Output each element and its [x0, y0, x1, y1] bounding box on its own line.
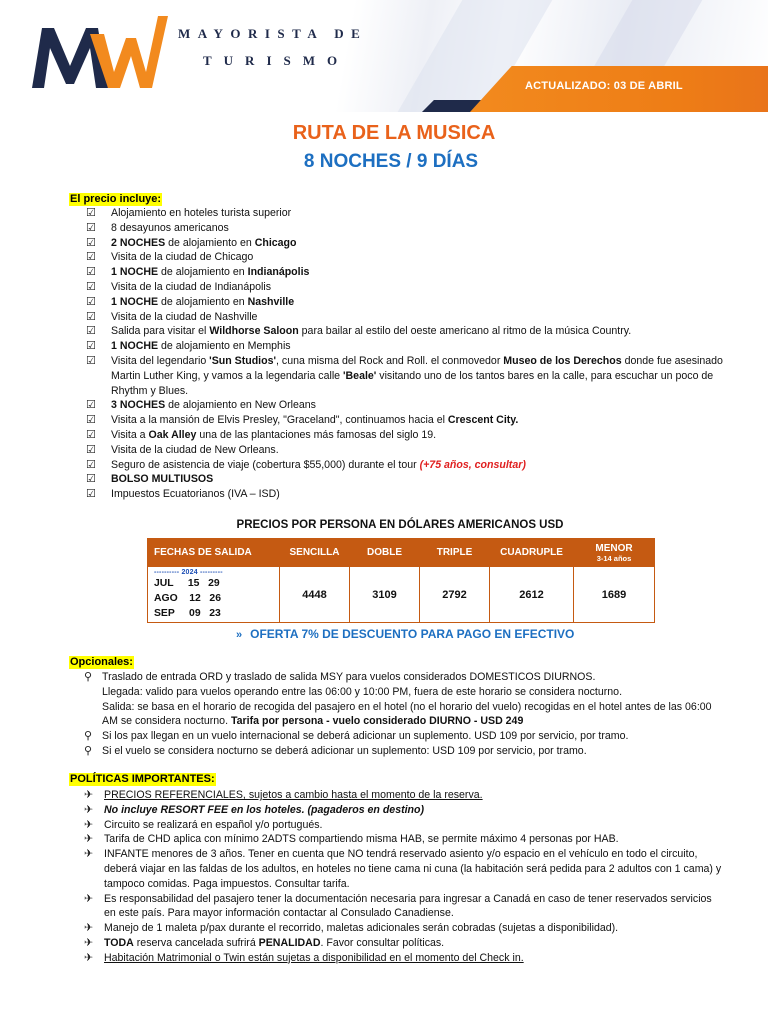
page-title: RUTA DE LA MUSICA: [292, 122, 496, 144]
date-row: SEP 09 23: [154, 608, 221, 619]
airplane-icon: ✈: [84, 833, 94, 846]
checkbox-checked-icon: ☑: [86, 310, 96, 323]
column-subheader: 3-14 años: [596, 553, 632, 563]
checkbox-checked-icon: ☑: [86, 221, 96, 234]
date-row: AGO 12 26: [154, 593, 221, 604]
optionals-label: Opcionales:: [70, 656, 133, 668]
year-label: ---------- 2024 ---------: [154, 569, 223, 576]
checkbox-checked-icon: ☑: [86, 266, 96, 279]
list-item: ☑ Visita de la ciudad de New Orleans.: [86, 443, 279, 456]
list-item: ☑ Visita a Oak Alley una de las plantaciones más famosas del siglo 19.: [86, 428, 437, 441]
list-item: ✈ Habitación Matrimonial o Twin están sujetas a disponibilidad en el momento del Check in.: [84, 951, 524, 964]
list-item: ✈ Es responsabilidad del pasajero tener la documentación necesaria para ingresar a Canadá en caso de tener reservados servicios en este país. Para mayor información contactar al Consulado Canadiense.: [84, 892, 712, 920]
list-item: ☑ 1 NOCHE de alojamiento en Memphis: [86, 340, 291, 353]
list-item: ☑ Visita de la ciudad de Chicago: [86, 251, 254, 264]
checkbox-checked-icon: ☑: [86, 295, 96, 308]
date-row: JUL 15 29: [154, 578, 220, 589]
list-item: ☑ 2 NOCHES de alojamiento en Chicago: [86, 236, 297, 249]
column-header: MENOR: [595, 542, 633, 554]
list-item: ☑ 8 desayunos americanos: [86, 221, 229, 234]
page-subtitle: 8 NOCHES / 9 DÍAS: [303, 151, 479, 172]
updated-date: ACTUALIZADO: 03 DE ABRIL: [525, 80, 683, 92]
includes-label: El precio incluye:: [70, 193, 162, 205]
list-item: ☑ Seguro de asistencia de viaje (cobertura $55,000) durante el tour (+75 años, consultar): [86, 458, 526, 471]
checkbox-checked-icon: ☑: [86, 325, 96, 338]
pushpin-icon: ⚲: [84, 671, 93, 683]
list-item: ☑ BOLSO MULTIUSOS: [86, 473, 214, 486]
policies-list: [84, 788, 724, 966]
list-item: ✈ TODA reserva cancelada sufrirá PENALIDAD. Favor consultar políticas.: [84, 936, 445, 949]
offer-text: OFERTA 7% DE DESCUENTO PARA PAGO EN EFECTIVO: [250, 627, 575, 641]
policies-label: POLÍTICAS IMPORTANTES:: [70, 773, 215, 785]
includes-list: [86, 206, 726, 502]
column-header-menor: [574, 539, 655, 567]
checkbox-checked-icon: ☑: [86, 414, 96, 427]
list-item: ☑ Alojamiento en hoteles turista superior: [86, 207, 292, 219]
list-item: ✈ Tarifa de CHD aplica con mínimo 2ADTS compartiendo misma HAB, se permite máximo 4 personas por HAB.: [84, 833, 619, 846]
pushpin-icon: ⚲: [84, 744, 93, 757]
double-chevron-right-icon: »: [236, 629, 243, 641]
list-item: ✈ Circuito se realizará en español y/o portugués.: [84, 818, 323, 831]
list-item: ☑ Visita de la ciudad de Indianápolis: [86, 280, 272, 293]
departure-dates-cell: [148, 567, 280, 623]
list-item: ✈ INFANTE menores de 3 años. Tener en cuenta que NO tendrá reservado asiento y/o espacio en el vehículo en todo el circuito, deberá viajar en las faldas de los adultos, en hoteles no tiene cama ni cuna (la habitación será pedida para 2 adultos con 1 cama) y tampoco comidas. Paga impuestos. Consultar tarifa.: [84, 848, 722, 890]
checkbox-checked-icon: ☑: [86, 207, 96, 219]
page-header: [0, 0, 768, 112]
table-row: [148, 567, 655, 623]
airplane-icon: ✈: [84, 951, 94, 964]
list-item: ☑ 1 NOCHE de alojamiento en Indianápolis: [86, 266, 310, 279]
brand-name-line1: MAYORISTA DE: [178, 26, 368, 41]
checkbox-checked-icon: ☑: [86, 488, 96, 501]
column-header: DOBLE: [350, 539, 420, 567]
list-item: ✈ No incluye RESORT FEE en los hoteles. (pagaderos en destino): [84, 803, 425, 816]
column-header: TRIPLE: [420, 539, 490, 567]
list-item: ☑ Visita del legendario 'Sun Studios', cuna misma del Rock and Roll. el conmovedor Museo de los Derechos donde fue asesinado Martin Luther King, y vamos a la legendaria calle 'Beale' visitando uno de los tantos bares en la calle, para escuchar un poco de Rhythm y Blues.: [86, 354, 723, 397]
prices-title: PRECIOS POR PERSONA EN DÓLARES AMERICANOS USD: [236, 519, 564, 531]
checkbox-checked-icon: ☑: [86, 340, 96, 353]
list-item: ☑ Visita a la mansión de Elvis Presley, "Graceland", continuamos hacia el Crescent City.: [86, 414, 519, 427]
list-item: ☑ 3 NOCHES de alojamiento en New Orleans: [86, 399, 316, 412]
pushpin-icon: ⚲: [84, 730, 93, 743]
airplane-icon: ✈: [84, 936, 94, 949]
airplane-icon: ✈: [84, 848, 94, 861]
checkbox-checked-icon: ☑: [86, 251, 96, 264]
checkbox-checked-icon: ☑: [86, 399, 96, 412]
list-item: ☑ 1 NOCHE de alojamiento en Nashville: [86, 295, 295, 308]
list-item: ☑ Salida para visitar el Wildhorse Saloon para bailar al estilo del oeste americano al ritmo de la música Country.: [86, 325, 632, 338]
list-item: ☑ Impuestos Ecuatorianos (IVA – ISD): [86, 488, 280, 501]
price-cuadruple: 2612: [490, 567, 574, 623]
list-item: ⚲ Si los pax llegan en un vuelo internacional se deberá adicionar un suplemento. USD 109 por servicio, por tramo.: [84, 730, 629, 743]
checkbox-checked-icon: ☑: [86, 458, 96, 471]
airplane-icon: ✈: [84, 922, 94, 935]
checkbox-checked-icon: ☑: [86, 354, 96, 367]
list-item: ✈ PRECIOS REFERENCIALES, sujetos a cambio hasta el momento de la reserva.: [84, 789, 483, 801]
airplane-icon: ✈: [84, 803, 94, 816]
airplane-icon: ✈: [84, 789, 94, 801]
checkbox-checked-icon: ☑: [86, 236, 96, 249]
column-header: CUADRUPLE: [490, 539, 574, 567]
list-item: ⚲ Traslado de entrada ORD y traslado de salida MSY para vuelos considerados DOMESTICOS DIURNOS. Llegada: valido para vuelos operando entre las 06:00 y 10:00 PM, fuera de este horario se considera nocturno. Salida: se basa en el horario de recogida del pasajero en el hotel (no el horario del vuelo) recogidas en el hotel antes de las 06:00 AM se considera nocturno. Tarifa por persona - vuelo considerado DIURNO - USD 249: [84, 671, 712, 728]
list-item: ⚲ Si el vuelo se considera nocturno se deberá adicionar un suplemento: USD 109 por servicio, por tramo.: [84, 744, 587, 757]
price-doble: 3109: [350, 567, 420, 623]
list-item: ✈ Manejo de 1 maleta p/pax durante el recorrido, maletas adicionales serán cobradas (sujetas a disponibilidad).: [84, 922, 619, 935]
optionals-list: [84, 670, 714, 759]
checkbox-checked-icon: ☑: [86, 473, 96, 486]
price-triple: 2792: [420, 567, 490, 623]
price-sencilla: 4448: [280, 567, 350, 623]
price-menor: 1689: [574, 567, 655, 623]
airplane-icon: ✈: [84, 818, 94, 831]
airplane-icon: ✈: [84, 892, 94, 905]
company-logo: [30, 14, 170, 92]
checkbox-checked-icon: ☑: [86, 280, 96, 293]
checkbox-checked-icon: ☑: [86, 443, 96, 456]
checkbox-checked-icon: ☑: [86, 428, 96, 441]
column-header: FECHAS DE SALIDA: [148, 539, 280, 567]
brand-name-line2: TURISMO: [203, 53, 350, 68]
prices-table: [147, 538, 655, 623]
cash-discount-offer: [236, 627, 574, 641]
column-header: SENCILLA: [280, 539, 350, 567]
list-item: ☑ Visita de la ciudad de Nashville: [86, 310, 258, 323]
